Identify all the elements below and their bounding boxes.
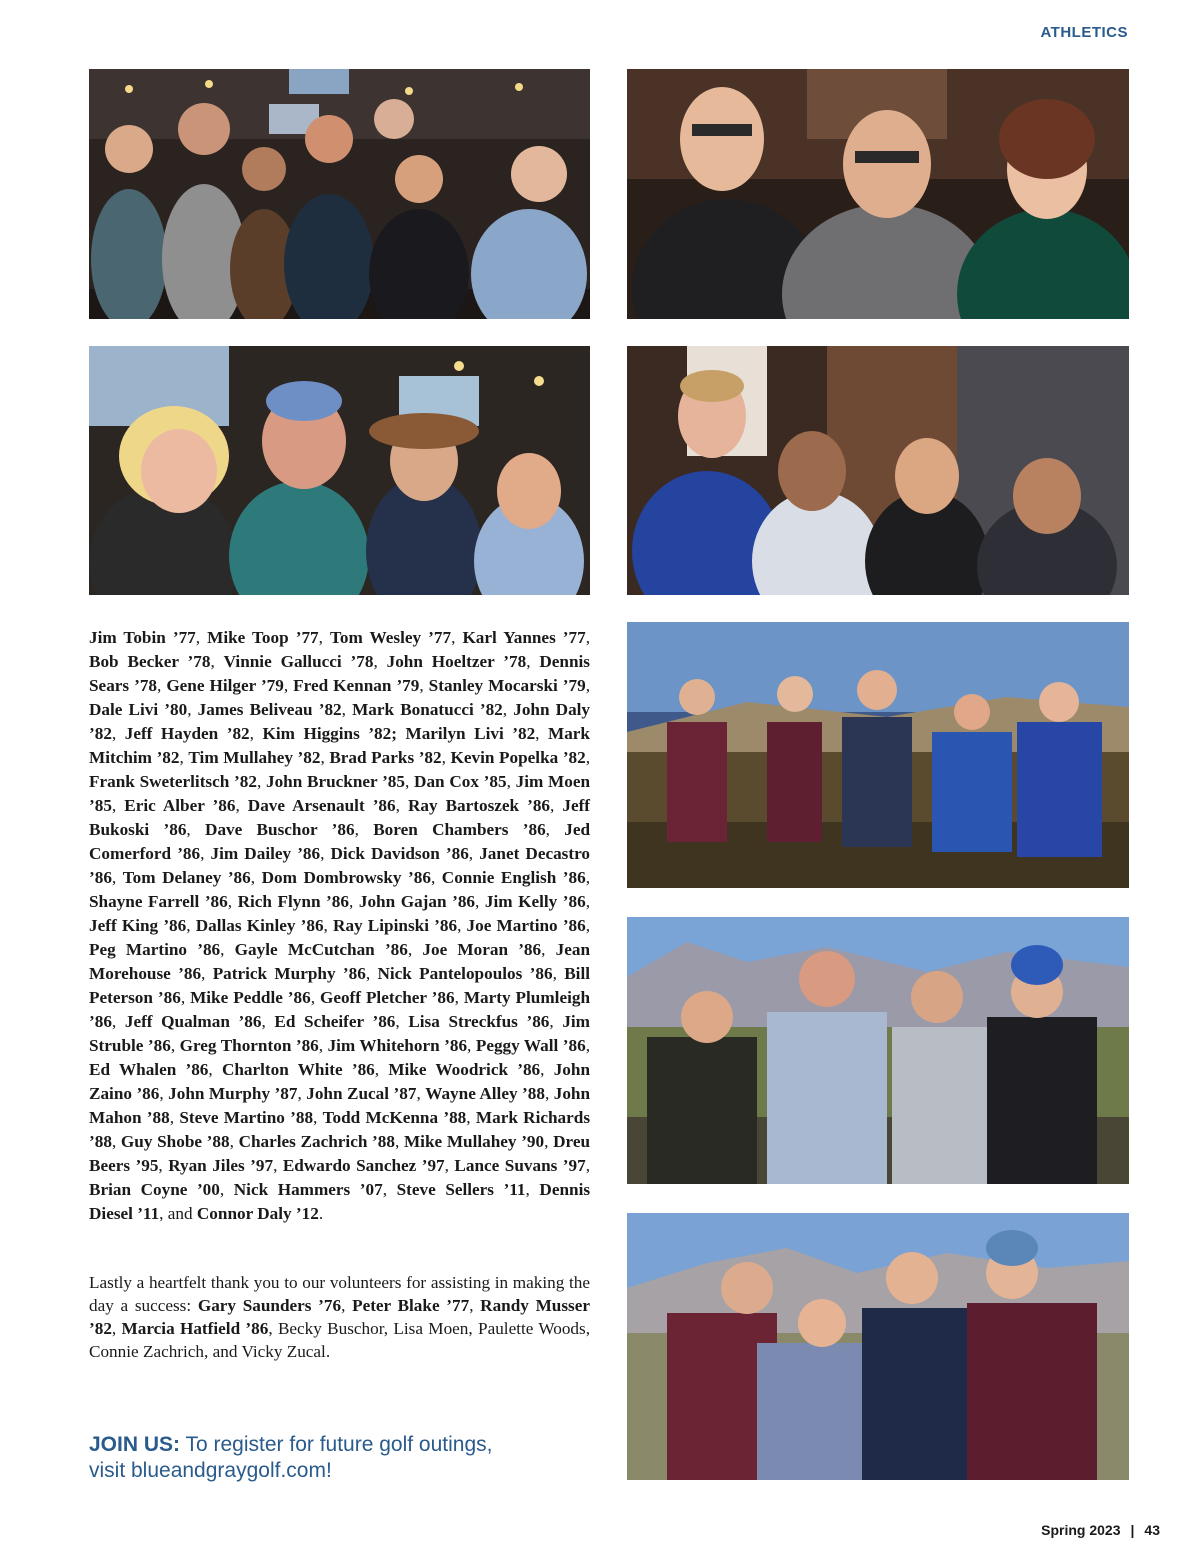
attendee-name: Kim Higgins ’82; Marilyn Livi ’82: [262, 724, 536, 743]
attendee-name: Dom Dombrowsky ’86: [261, 868, 431, 887]
attendee-name: Todd McKenna ’88: [322, 1108, 467, 1127]
attendee-name: Jeff Bukoski ’86: [89, 796, 591, 839]
attendee-name: Geoff Pletcher ’86: [319, 988, 455, 1007]
attendee-name: Jim Tobin ’77: [89, 628, 196, 647]
volunteer-name: Peter Blake ’77: [352, 1296, 470, 1315]
attendee-name: Steve Martino ’88: [179, 1108, 314, 1127]
attendee-name: Dallas Kinley ’86: [195, 916, 324, 935]
attendee-name: Edwardo Sanchez ’97: [282, 1156, 445, 1175]
join-line-1: To register for future golf outings,: [185, 1433, 493, 1456]
attendee-name: Ray Lipinski ’86: [333, 916, 458, 935]
attendee-name: Peggy Wall ’86: [475, 1036, 586, 1055]
join-label: JOIN US:: [89, 1433, 181, 1456]
attendee-name: Peg Martino ’86: [89, 940, 221, 959]
volunteer-joiner: and: [212, 1342, 242, 1361]
attendee-name: Stanley Mocarski ’79: [428, 676, 586, 695]
attendee-name: James Beliveau ’82: [197, 700, 342, 719]
event-photo-2: [627, 69, 1129, 319]
attendee-name: Nick Pantelopoulos ’86: [377, 964, 553, 983]
attendee-name: Gene Hilger ’79: [166, 676, 284, 695]
attendee-name: Joe Moran ’86: [422, 940, 542, 959]
attendee-name: Steve Sellers ’11: [396, 1180, 526, 1199]
attendee-name: Greg Thornton ’86: [179, 1036, 319, 1055]
page-footer: [1041, 1522, 1160, 1538]
attendee-name: Gayle McCutchan ’86: [234, 940, 408, 959]
issue-label: Spring 2023: [1041, 1522, 1121, 1538]
attendee-name: Tom Delaney ’86: [122, 868, 251, 887]
attendee-name: Lance Suvans ’97: [454, 1156, 586, 1175]
attendee-name: Dennis Sears ’78: [89, 652, 590, 695]
event-photo-4: [627, 346, 1129, 595]
attendee-name: Charlton White ’86: [221, 1060, 375, 1079]
attendee-name: John Bruckner ’85: [265, 772, 405, 791]
volunteer-name: Marcia Hatfield ’86: [121, 1319, 269, 1338]
attendee-name: Ryan Jiles ’97: [168, 1156, 274, 1175]
attendee-name: Rich Flynn ’86: [237, 892, 349, 911]
attendee-name: Jim Dailey ’86: [210, 844, 321, 863]
thanks-intro: Lastly a heartfelt thank you to our volunteers for assisting in making the day a success:: [89, 1273, 590, 1315]
attendee-name: Jim Kelly ’86: [484, 892, 586, 911]
attendee-name: John Gajan ’86: [358, 892, 476, 911]
footer-separator: |: [1130, 1522, 1135, 1538]
attendee-name: John Mahon ’88: [89, 1084, 591, 1127]
attendee-name: Jean Morehouse ’86: [89, 940, 591, 983]
attendee-name: Boren Chambers ’86: [373, 820, 546, 839]
attendee-name: Nick Hammers ’07: [233, 1180, 383, 1199]
attendee-name: Brian Coyne ’00: [89, 1180, 220, 1199]
attendee-name: Connie English ’86: [441, 868, 586, 887]
volunteer-thanks: [89, 1271, 590, 1363]
attendee-name: Tim Mullahey ’82: [188, 748, 321, 767]
attendee-name: Joe Martino ’86: [466, 916, 586, 935]
attendee-name: Bob Becker ’78: [89, 652, 211, 671]
attendee-name: Vinnie Gallucci ’78: [223, 652, 374, 671]
volunteer-name: Vicky Zucal: [241, 1342, 326, 1361]
attendee-name: Dick Davidson ’86: [330, 844, 469, 863]
attendee-name: Fred Kennan ’79: [293, 676, 420, 695]
section-label: ATHLETICS: [1040, 24, 1128, 41]
volunteer-names: Gary Saunders ’76, Peter Blake ’77, Randy Musser ’82, Marcia Hatfield ’86, Becky Buschor, Lisa Moen, Paulette Woods, Connie Zachrich, and Vicky Zucal.: [89, 1296, 590, 1361]
event-photo-3: [89, 346, 590, 595]
attendee-name: Jim Moen ’85: [89, 772, 591, 815]
attendee-name: Jeff Qualman ’86: [124, 1012, 262, 1031]
attendee-name: Wayne Alley ’88: [425, 1084, 545, 1103]
attendee-name: Dale Livi ’80: [89, 700, 188, 719]
attendee-joiner: and: [167, 1204, 197, 1223]
attendee-name: Janet Decastro ’86: [89, 844, 590, 887]
attendee-name: John Daly ’82: [89, 700, 591, 743]
attendee-name: Jim Whitehorn ’86: [327, 1036, 468, 1055]
golf-photo-3: [627, 1213, 1129, 1480]
attendee-name: Lisa Streckfus ’86: [408, 1012, 550, 1031]
attendee-name: John Zucal ’87: [306, 1084, 417, 1103]
attendee-name: Marty Plumleigh ’86: [89, 988, 591, 1031]
attendee-name: Patrick Murphy ’86: [212, 964, 366, 983]
page-number: 43: [1144, 1522, 1160, 1538]
join-callout: [89, 1432, 609, 1484]
attendee-name: Mike Woodrick ’86: [388, 1060, 541, 1079]
attendee-name: Bill Peterson ’86: [89, 964, 590, 1007]
attendee-name: Mark Mitchim ’82: [89, 724, 590, 767]
event-photo-1: [89, 69, 590, 319]
attendee-list: Jim Tobin ’77, Mike Toop ’77, Tom Wesley ’77, Karl Yannes ’77, Bob Becker ’78, Vinnie Gallucci ’78, John Hoeltzer ’78, Dennis Sears ’78, Gene Hilger ’79, Fred Kennan ’79, Stanley Mocarski ’79, Dale Livi ’80, James Beliveau ’82, Mark Bonatucci ’82, John Daly ’82, Jeff Hayden ’82, Kim Higgins ’82; Marilyn Livi ’82, Mark Mitchim ’82, Tim Mullahey ’82, Brad Parks ’82, Kevin Popelka ’82, Frank Sweterlitsch ’82, John Bruckner ’85, Dan Cox ’85, Jim Moen ’85, Eric Alber ’86, Dave Arsenault ’86, Ray Bartoszek ’86, Jeff Bukoski ’86, Dave Buschor ’86, Boren Chambers ’86, Jed Comerford ’86, Jim Dailey ’86, Dick Davidson ’86, Janet Decastro ’86, Tom Delaney ’86, Dom Dombrowsky ’86, Connie English ’86, Shayne Farrell ’86, Rich Flynn ’86, John Gajan ’86, Jim Kelly ’86, Jeff King ’86, Dallas Kinley ’86, Ray Lipinski ’86, Joe Martino ’86, Peg Martino ’86, Gayle McCutchan ’86, Joe Moran ’86, Jean Morehouse ’86, Patrick Murphy ’86, Nick Pantelopoulos ’86, Bill Peterson ’86, Mike Peddle ’86, Geoff Pletcher ’86, Marty Plumleigh ’86, Jeff Qualman ’86, Ed Scheifer ’86, Lisa Streckfus ’86, Jim Struble ’86, Greg Thornton ’86, Jim Whitehorn ’86, Peggy Wall ’86, Ed Whalen ’86, Charlton White ’86, Mike Woodrick ’86, John Zaino ’86, John Murphy ’87, John Zucal ’87, Wayne Alley ’88, John Mahon ’88, Steve Martino ’88, Todd McKenna ’88, Mark Richards ’88, Guy Shobe ’88, Charles Zachrich ’88, Mike Mullahey ’90, Dreu Beers ’95, Ryan Jiles ’97, Edwardo Sanchez ’97, Lance Suvans ’97, Brian Coyne ’00, Nick Hammers ’07, Steve Sellers ’11, Dennis Diesel ’11, and Connor Daly ’12.: [89, 628, 591, 1223]
volunteer-name: Connie Zachrich: [89, 1342, 205, 1361]
attendee-name: Ray Bartoszek ’86: [407, 796, 551, 815]
attendee-name: Dan Cox ’85: [414, 772, 507, 791]
attendee-name: Kevin Popelka ’82: [450, 748, 586, 767]
attendee-name: Jeff King ’86: [89, 916, 187, 935]
attendee-name: John Hoeltzer ’78: [386, 652, 527, 671]
attendee-name: Mike Toop ’77: [207, 628, 319, 647]
attendee-name: Tom Wesley ’77: [330, 628, 452, 647]
attendee-name: Jim Struble ’86: [89, 1012, 590, 1055]
attendee-name: Mark Bonatucci ’82: [352, 700, 503, 719]
attendee-name: Mike Mullahey ’90: [403, 1132, 545, 1151]
golf-photo-1: [627, 622, 1129, 888]
attendee-name: Ed Whalen ’86: [89, 1060, 209, 1079]
attendee-name: Mark Richards ’88: [89, 1108, 591, 1151]
attendee-name: Karl Yannes ’77: [462, 628, 586, 647]
volunteer-name: Randy Musser ’82: [89, 1296, 590, 1338]
volunteer-name: Gary Saunders ’76: [197, 1296, 342, 1315]
attendee-name: Dave Buschor ’86: [205, 820, 355, 839]
golf-photo-2: [627, 917, 1129, 1184]
attendee-name: Ed Scheifer ’86: [274, 1012, 396, 1031]
attendee-name: Dennis Diesel ’11: [89, 1180, 591, 1223]
join-line-2: visit blueandgraygolf.com!: [89, 1459, 332, 1482]
volunteer-name: Paulette Woods: [478, 1319, 586, 1338]
attendee-name: John Zaino ’86: [89, 1060, 591, 1103]
attendee-name: Jed Comerford ’86: [89, 820, 591, 863]
attendee-name: Eric Alber ’86: [124, 796, 236, 815]
attendee-name: Dave Arsenault ’86: [247, 796, 396, 815]
attendee-name: Charles Zachrich ’88: [238, 1132, 395, 1151]
attendee-name: Jeff Hayden ’82: [124, 724, 250, 743]
attendee-name: Shayne Farrell ’86: [89, 892, 228, 911]
attendee-name: Connor Daly ’12: [196, 1204, 319, 1223]
attendee-name: Dreu Beers ’95: [89, 1132, 591, 1175]
attendee-name: Guy Shobe ’88: [120, 1132, 230, 1151]
attendee-name: Brad Parks ’82: [329, 748, 442, 767]
volunteer-name: Becky Buschor: [277, 1319, 384, 1338]
attendee-name: John Murphy ’87: [168, 1084, 298, 1103]
attendee-name: Frank Sweterlitsch ’82: [89, 772, 257, 791]
attendee-name: Mike Peddle ’86: [190, 988, 311, 1007]
volunteer-name: Lisa Moen: [393, 1319, 469, 1338]
